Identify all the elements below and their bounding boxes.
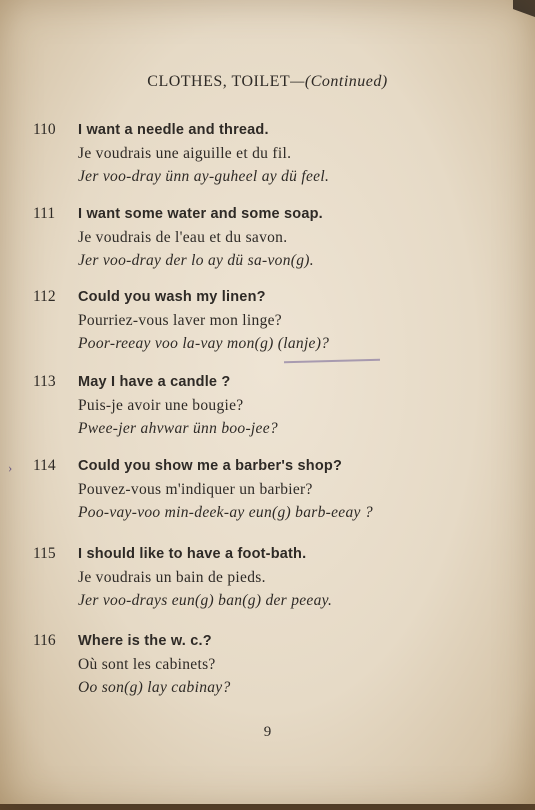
phrase-french: Je voudrais de l'eau et du savon. <box>78 229 288 246</box>
phrase-english: May I have a candle ? <box>78 374 231 390</box>
phrase-english: I want some water and some soap. <box>78 206 323 222</box>
phrase-pronunciation: Jer voo-drays eun(g) ban(g) der peeay. <box>78 592 333 609</box>
margin-mark: › <box>8 460 13 475</box>
phrase-pronunciation: Oo son(g) lay cabinay? <box>78 679 231 696</box>
phrase-french: Pourriez-vous laver mon linge? <box>78 312 282 329</box>
phrase-number: 110 <box>33 121 56 138</box>
phrase-pronunciation: Jer voo-dray der lo ay dü sa-von(g). <box>78 252 314 269</box>
phrase-french: Pouvez-vous m'indiquer un barbier? <box>78 481 313 498</box>
phrase-french: Je voudrais une aiguille et du fil. <box>78 145 292 162</box>
page-bottom-edge <box>0 804 535 810</box>
phrase-french: Je voudrais un bain de pieds. <box>78 569 266 586</box>
pencil-underline <box>284 359 380 364</box>
page-corner-shadow <box>513 0 535 40</box>
phrase-number: 115 <box>33 545 56 562</box>
phrase-number: 112 <box>33 288 56 305</box>
phrase-english: Could you show me a barber's shop? <box>78 458 343 474</box>
phrase-number: 116 <box>33 632 56 649</box>
phrase-french: Où sont les cabinets? <box>78 656 216 673</box>
page-number: 9 <box>263 724 272 740</box>
phrase-pronunciation: Poor-reeay voo la-vay mon(g) (lanje)? <box>78 335 330 352</box>
phrase-pronunciation: Pwee-jer ahvwar ünn boo-jee? <box>78 420 278 437</box>
phrase-pronunciation: Jer voo-dray ünn ay-guheel ay dü feel. <box>78 168 330 185</box>
phrase-english: Could you wash my linen? <box>78 289 266 305</box>
phrase-english: I want a needle and thread. <box>78 122 269 138</box>
phrase-english: Where is the w. c.? <box>78 633 212 649</box>
phrase-english: I should like to have a foot-bath. <box>78 546 307 562</box>
page-header <box>0 73 535 91</box>
section-continued: —(Continued) <box>290 73 388 90</box>
phrase-number: 111 <box>33 205 56 222</box>
phrase-french: Puis-je avoir une bougie? <box>78 397 244 414</box>
phrase-number: 113 <box>33 373 56 390</box>
section-title: CLOTHES, TOILET <box>147 73 291 90</box>
phrase-pronunciation: Poo-vay-voo min-deek-ay eun(g) barb-eeay ? <box>78 504 373 521</box>
phrase-number: 114 <box>33 457 56 474</box>
